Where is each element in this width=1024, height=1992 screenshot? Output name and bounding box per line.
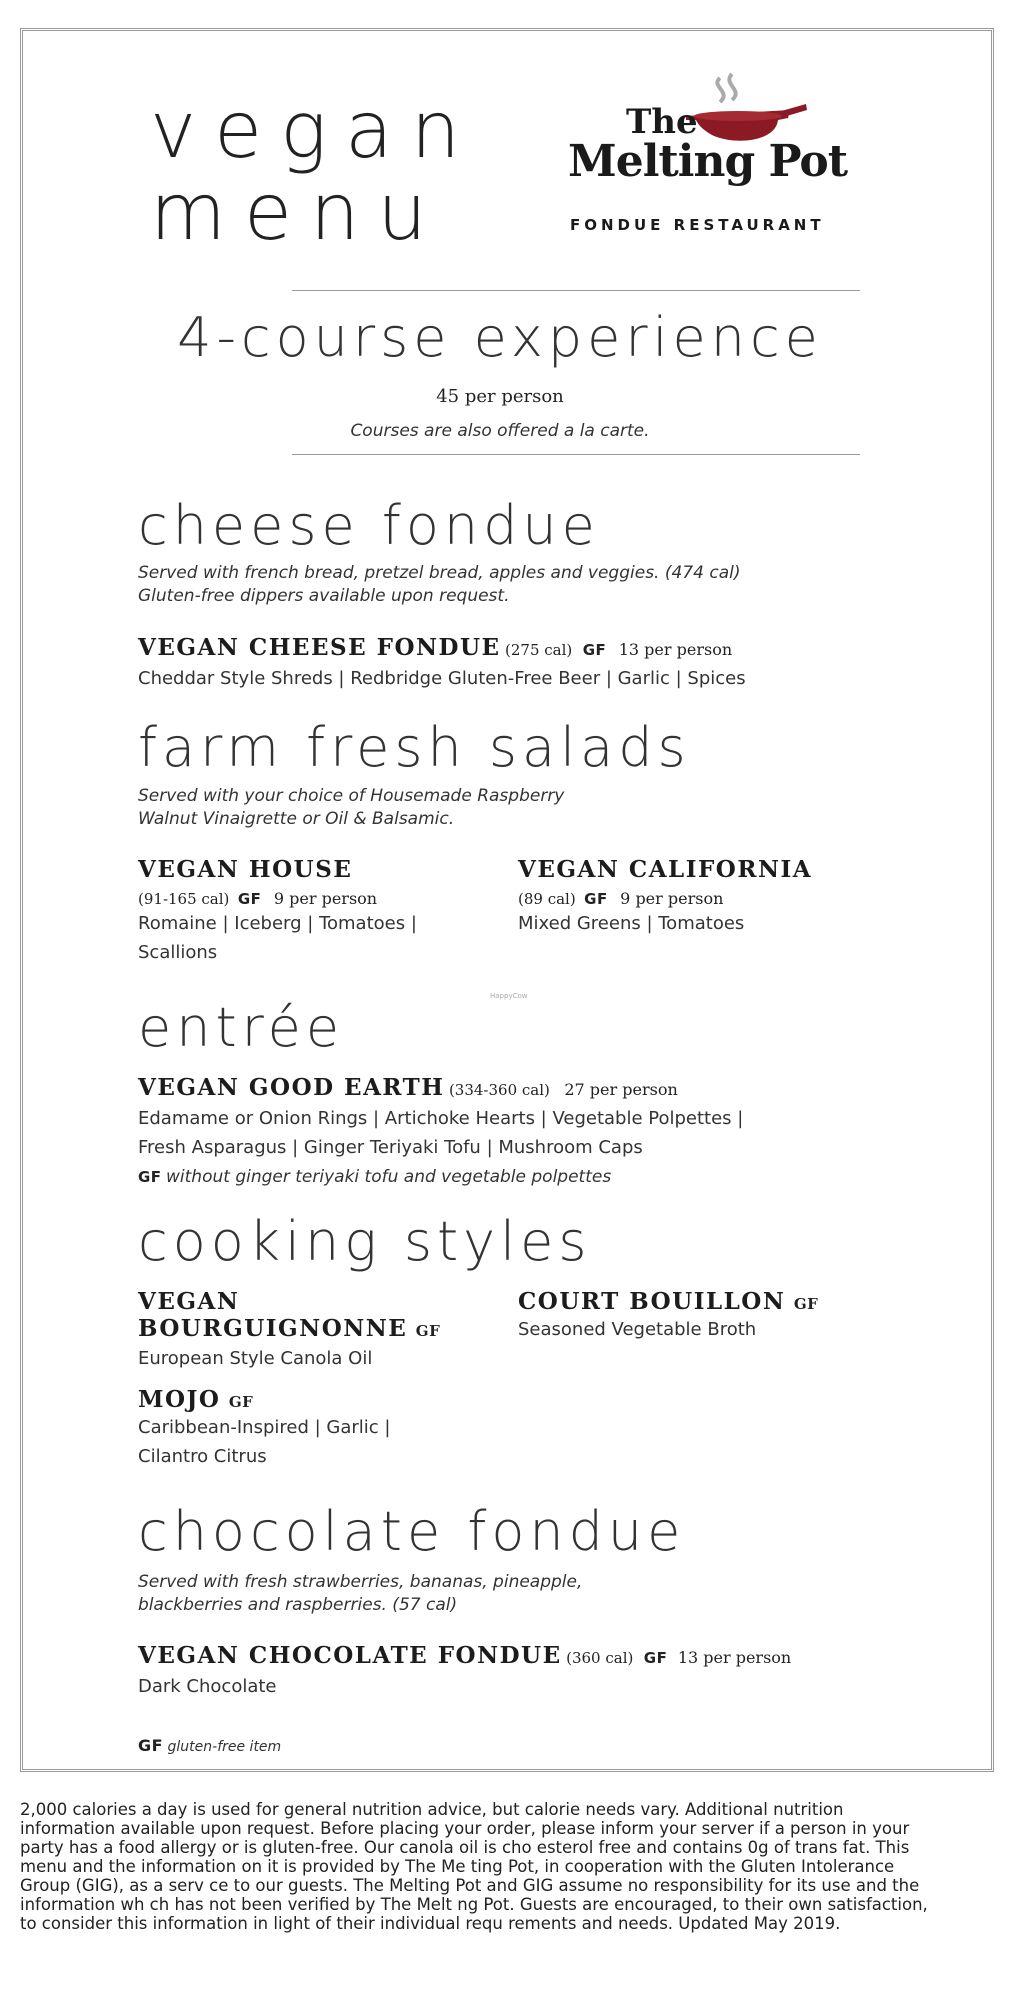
item-ingredients-2: Scallions — [138, 942, 218, 963]
gf-badge: GF — [228, 1393, 254, 1411]
item-desc: Seasoned Vegetable Broth — [518, 1319, 757, 1340]
gf-badge: GF — [582, 641, 607, 659]
item-calories: (275 cal) — [505, 641, 573, 659]
experience-note: Courses are also offered a la carte. — [350, 421, 650, 441]
hero-title-line1: vegan — [150, 86, 479, 176]
chocolate-ingredients: Dark Chocolate — [138, 1676, 277, 1697]
item-calories: (334-360 cal) — [448, 1081, 550, 1099]
divider-bottom — [292, 454, 860, 455]
salads-desc-2: Walnut Vinaigrette or Oil & Balsamic. — [138, 809, 455, 829]
salads-desc-1: Served with your choice of Housemade Raspberry — [138, 786, 565, 806]
cooking-style-mojo — [138, 1386, 498, 1471]
cheese-desc-1: Served with french bread, pretzel bread, apples and veggies. (474 cal) — [138, 563, 741, 583]
logo-name: Melting Pot — [568, 136, 848, 187]
section-heading-cooking: cooking styles — [138, 1210, 592, 1273]
cheese-ingredients: Cheddar Style Shreds | Redbridge Gluten-Free Beer | Garlic | Spices — [138, 668, 746, 689]
cooking-style-court-bouillon — [518, 1288, 898, 1344]
gf-badge: GF — [643, 1649, 668, 1667]
entree-gf-note — [138, 1166, 611, 1189]
hero-title-line2: menu — [150, 168, 445, 258]
entree-ingredients-1: Edamame or Onion Rings | Artichoke Hearts | Vegetable Polpettes | — [138, 1108, 744, 1129]
item-price: 9 per person — [620, 889, 724, 908]
menu-item-vegan-cheese-fondue — [138, 634, 732, 661]
gf-legend-text: gluten-free item — [167, 1739, 282, 1755]
menu-item-vegan-chocolate-fondue — [138, 1642, 791, 1669]
item-name: VEGAN CHOCOLATE FONDUE — [138, 1642, 562, 1669]
item-name: VEGAN HOUSE — [138, 856, 353, 883]
item-ingredients-1: Romaine | Iceberg | Tomatoes | — [138, 913, 417, 934]
gf-badge: GF — [138, 1168, 162, 1186]
item-calories: (91-165 cal) — [138, 890, 230, 908]
logo-subtitle: FONDUE RESTAURANT — [570, 216, 825, 234]
experience-title: 4-course experience — [177, 306, 823, 369]
cheese-desc-2: Gluten-free dippers available upon request. — [138, 586, 510, 606]
divider-top — [292, 290, 860, 291]
item-desc: European Style Canola Oil — [138, 1348, 373, 1369]
item-desc-1: Caribbean-Inspired | Garlic | — [138, 1417, 391, 1438]
gf-badge: GF — [138, 1736, 164, 1755]
section-heading-salads: farm fresh salads — [138, 716, 691, 779]
item-price: 13 per person — [677, 1648, 792, 1667]
gf-note-text: without ginger teriyaki tofu and vegetable polpettes — [166, 1167, 612, 1187]
gf-badge: GF — [237, 890, 262, 908]
logo — [560, 70, 880, 240]
item-calories: (360 cal) — [566, 1649, 634, 1667]
section-heading-chocolate: chocolate fondue — [138, 1500, 686, 1563]
item-name-line2: BOURGUIGNONNE — [138, 1315, 408, 1342]
gf-badge: GF — [584, 890, 608, 908]
item-desc-2: Cilantro Citrus — [138, 1446, 267, 1467]
item-name: MOJO — [138, 1386, 221, 1413]
disclaimer-line: to consider this information in light of their individual requ rements and needs. Updated May 2019. — [20, 1914, 841, 1933]
menu-item-vegan-house — [138, 856, 478, 967]
cooking-style-bourguignonne — [138, 1288, 498, 1373]
item-price: 27 per person — [564, 1080, 678, 1099]
disclaimer-line: party has a food allergy or is gluten-free. Our canola oil is cho esterol free and contains 0g of trans fat. This — [20, 1838, 910, 1857]
gf-legend — [138, 1736, 281, 1759]
item-calories: (89 cal) — [518, 890, 576, 908]
menu-item-vegan-good-earth — [138, 1074, 678, 1101]
section-heading-cheese: cheese fondue — [138, 494, 600, 557]
disclaimer-line: information available upon request. Before placing your order, please inform your server if a person in your — [20, 1819, 910, 1838]
item-name-line1: VEGAN — [138, 1288, 240, 1315]
chocolate-desc-1: Served with fresh strawberries, bananas, pineapple, — [138, 1572, 583, 1592]
nutrition-disclaimer — [20, 1800, 1010, 1933]
gf-badge: GF — [415, 1322, 441, 1340]
section-heading-entree: entrée — [138, 996, 345, 1059]
item-price: 9 per person — [273, 889, 378, 908]
entree-ingredients-2: Fresh Asparagus | Ginger Teriyaki Tofu | Mushroom Caps — [138, 1137, 643, 1158]
watermark: HappyCow — [490, 992, 528, 1000]
item-name: VEGAN CHEESE FONDUE — [138, 634, 501, 661]
item-name: COURT BOUILLON — [518, 1288, 786, 1315]
disclaimer-line: information wh ch has not been verified by The Melt ng Pot. Guests are encouraged, to their own satisfaction, — [20, 1895, 928, 1914]
logo-the: The — [626, 102, 698, 142]
item-name: VEGAN GOOD EARTH — [138, 1074, 445, 1101]
gf-badge: GF — [793, 1295, 819, 1313]
menu-item-vegan-california — [518, 856, 878, 938]
disclaimer-line: Group (GIG), as a serv ce to our guests. The Melting Pot and GIG assume no responsibility for its use and the — [20, 1876, 920, 1895]
disclaimer-line: menu and the information on it is provided by The Me ting Pot, in cooperation with the Gluten Intolerance — [20, 1857, 895, 1876]
item-name: VEGAN CALIFORNIA — [518, 856, 813, 883]
item-price: 13 per person — [618, 640, 733, 659]
item-ingredients-1: Mixed Greens | Tomatoes — [518, 913, 745, 934]
disclaimer-line: 2,000 calories a day is used for general nutrition advice, but calorie needs vary. Additional nutrition — [20, 1800, 844, 1819]
experience-price: 45 per person — [436, 386, 564, 407]
chocolate-desc-2: blackberries and raspberries. (57 cal) — [138, 1595, 458, 1615]
